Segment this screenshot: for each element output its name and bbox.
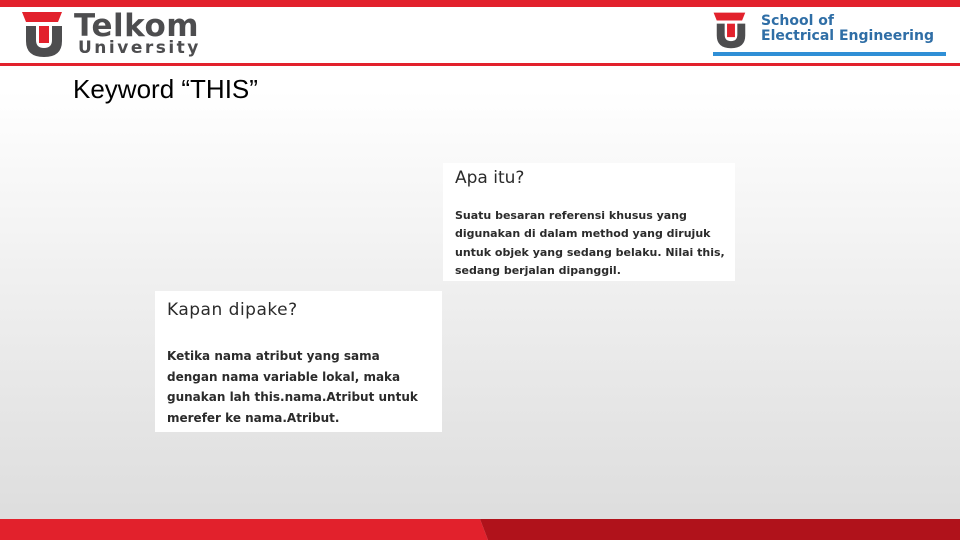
school-logo-mark-icon	[713, 11, 749, 49]
telkom-logo-mark-icon	[22, 10, 66, 58]
card-line: merefer ke nama.Atribut.	[167, 410, 340, 425]
card-line: sedang berjalan dipanggil.	[455, 263, 621, 277]
footer-band	[0, 519, 960, 540]
card-line: Ketika nama atribut yang sama	[167, 349, 380, 363]
header-top-strip	[0, 0, 960, 7]
school-logo-underline	[713, 52, 946, 56]
card-line: gunakan lah this.nama.Atribut untuk	[167, 390, 418, 405]
card-heading: Kapan dipake?	[167, 300, 298, 320]
slide-title: Keyword “THIS”	[73, 74, 258, 104]
card-line: digunakan di dalam method yang dirujuk	[455, 227, 711, 241]
card-body	[167, 346, 418, 428]
school-name-line2: Electrical Engineering	[761, 28, 934, 44]
footer-left-segment	[0, 519, 488, 540]
definition-card	[443, 163, 735, 281]
card-line: untuk objek yang sedang belaku. Nilai this,	[455, 245, 725, 259]
school-name-line1: School of	[761, 13, 834, 29]
card-line: dengan nama variable lokal, maka	[167, 369, 401, 384]
card-body	[455, 207, 725, 280]
card-line: Suatu besaran referensi khusus yang	[455, 209, 687, 222]
header-divider	[0, 63, 960, 66]
card-heading: Apa itu?	[455, 168, 525, 188]
school-logo	[713, 11, 953, 59]
telkom-wordmark: Telkom	[74, 8, 200, 44]
telkom-university-logo	[22, 10, 212, 60]
university-wordmark: University	[78, 38, 201, 58]
footer-right-segment	[480, 519, 960, 540]
usage-card	[155, 291, 442, 432]
